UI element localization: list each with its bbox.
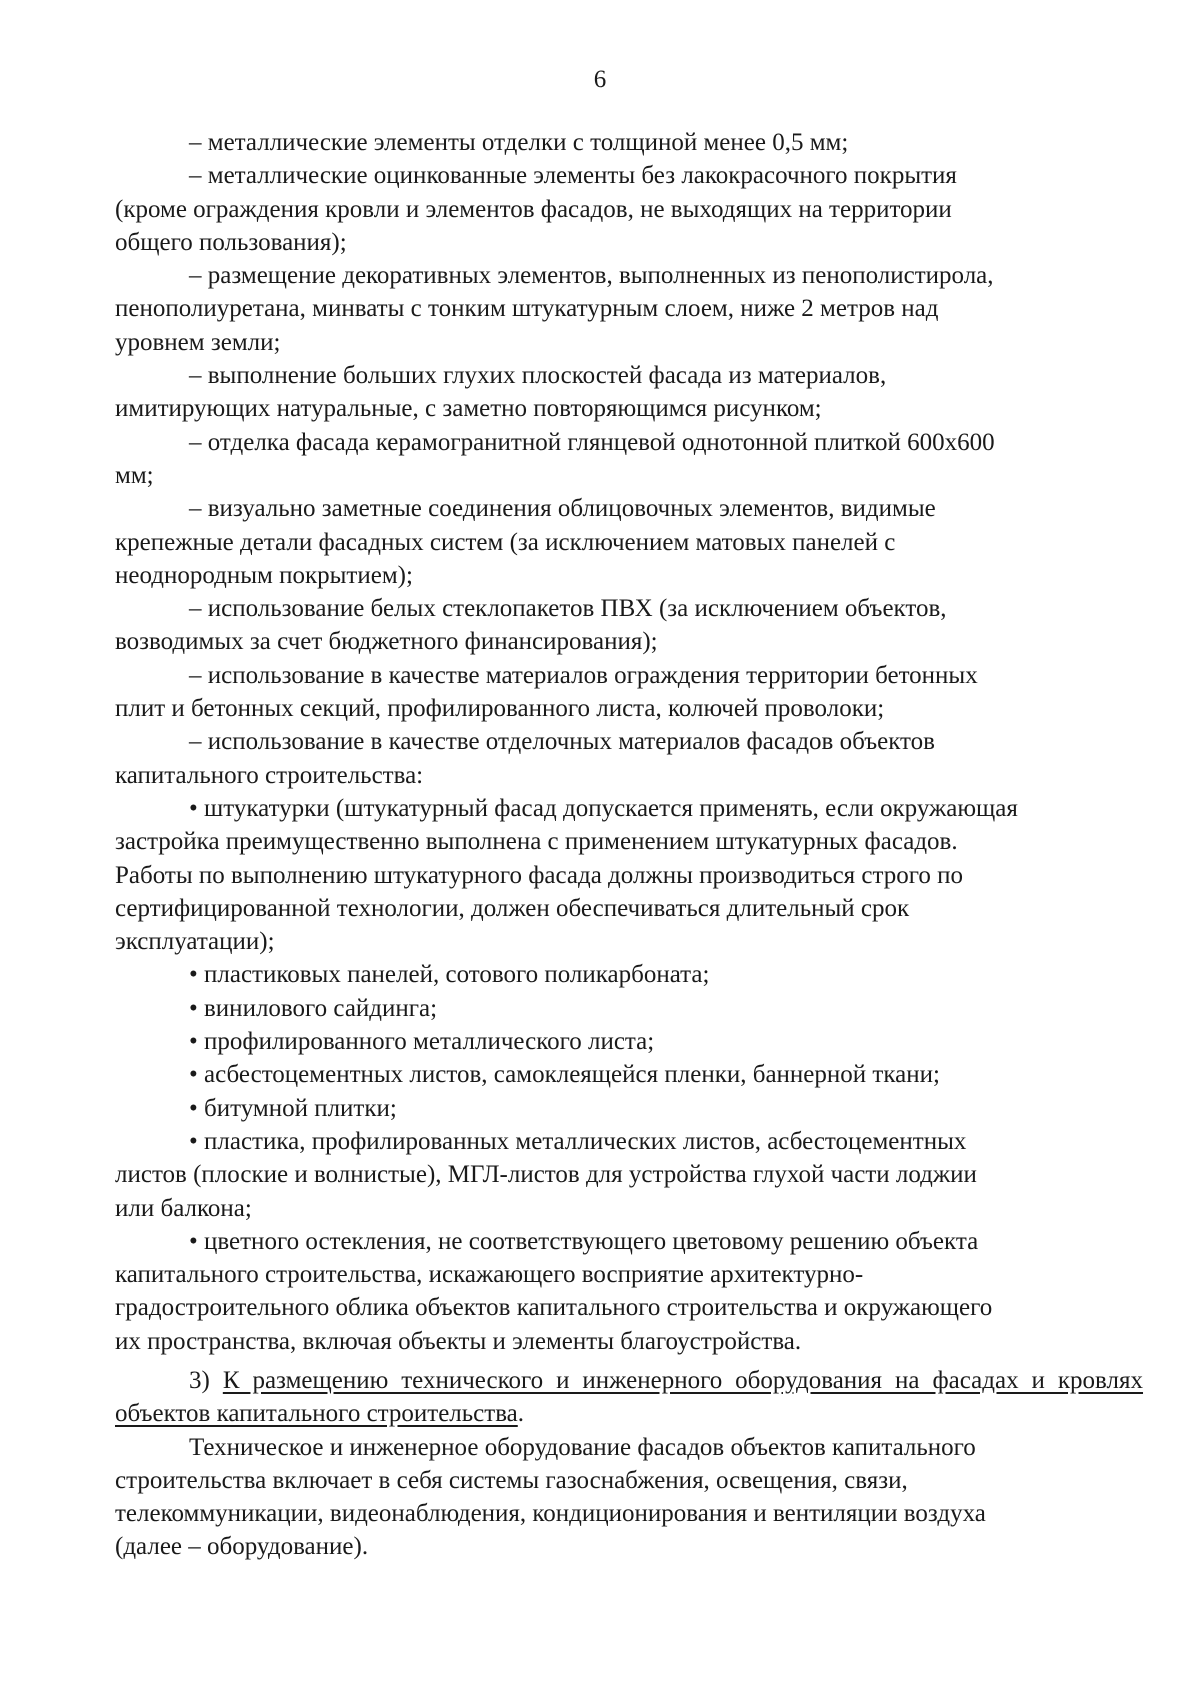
list-item: – размещение декоративных элементов, выполненных из пенополистирола, пенополиуретана, минваты с тонким штукатурным слоем, ниже 2 метров над уровнем земли; — [115, 262, 994, 356]
document-body — [115, 126, 1143, 1564]
bullet-item: • профилированного металлического листа; — [189, 1028, 655, 1056]
bullet-item: • пластиковых панелей, сотового поликарбоната; — [189, 961, 710, 989]
list-item: – использование белых стеклопакетов ПВХ (за исключением объектов, возводимых за счет бюджетного финансирования); — [115, 595, 947, 656]
section-title: К размещению технического и инженерного оборудования на фасадах и кровлях объектов капитального строительства — [115, 1366, 1144, 1428]
list-item: – отделка фасада керамогранитной глянцевой однотонной плиткой 600х600 мм; — [115, 428, 995, 489]
section-number: 3) — [189, 1366, 210, 1394]
bullet-item: • штукатурки (штукатурный фасад допускается применять, если окружающая застройка преимущественно выполнена с применением штукатурных фасадов. Работы по выполнению штукатурного фасада должны производиться строго по сертифицированной технологии, должен обеспечиваться длительный срок эксплуатации); — [115, 794, 1018, 956]
list-item: – металлические элементы отделки с толщиной менее 0,5 мм; — [189, 129, 849, 156]
section-period: . — [517, 1400, 525, 1428]
list-item: – металлические оцинкованные элементы без лакокрасочного покрытия (кроме ограждения кровли и элементов фасадов, не выходящих на территории общего пользования); — [115, 162, 957, 256]
list-item: – использование в качестве материалов ограждения территории бетонных плит и бетонных секций, профилированного листа, колючей проволоки; — [115, 661, 978, 723]
list-item: – визуально заметные соединения облицовочных элементов, видимые крепежные детали фасадных систем (за исключением матовых панелей с неоднородным покрытием); — [115, 495, 936, 589]
page-number: 6 — [593, 66, 607, 93]
bullet-item: • битумной плитки; — [189, 1094, 397, 1122]
closing-paragraph: Техническое и инженерное оборудование фасадов объектов капитального строительства включает в себя системы газоснабжения, освещения, связи, телекоммуникации, видеонаблюдения, кондиционирования и вентиляции воздуха (далее – оборудование). — [115, 1433, 986, 1561]
bullet-item: • цветного остекления, не соответствующего цветовому решению объекта капитального строительства, искажающего восприятие архитектурно- градостроительного облика объектов капитального строительства и окружающего их пространства, включая объекты и элементы благоустройства. — [115, 1227, 993, 1355]
bullet-item: • винилового сайдинга; — [189, 994, 438, 1022]
list-item: – выполнение больших глухих плоскостей фасада из материалов, имитирующих натуральные, с заметно повторяющимся рисунком; — [115, 362, 887, 423]
bullet-item: • асбестоцементных листов, самоклеящейся пленки, баннерной ткани; — [189, 1061, 940, 1089]
list-item: – использование в качестве отделочных материалов фасадов объектов капитального строительства: — [115, 728, 935, 789]
section-heading — [115, 1364, 1143, 1431]
bullet-item: • пластика, профилированных металлических листов, асбестоцементных листов (плоские и волнистые), МГЛ-листов для устройства глухой части лоджии или балкона; — [115, 1127, 977, 1222]
